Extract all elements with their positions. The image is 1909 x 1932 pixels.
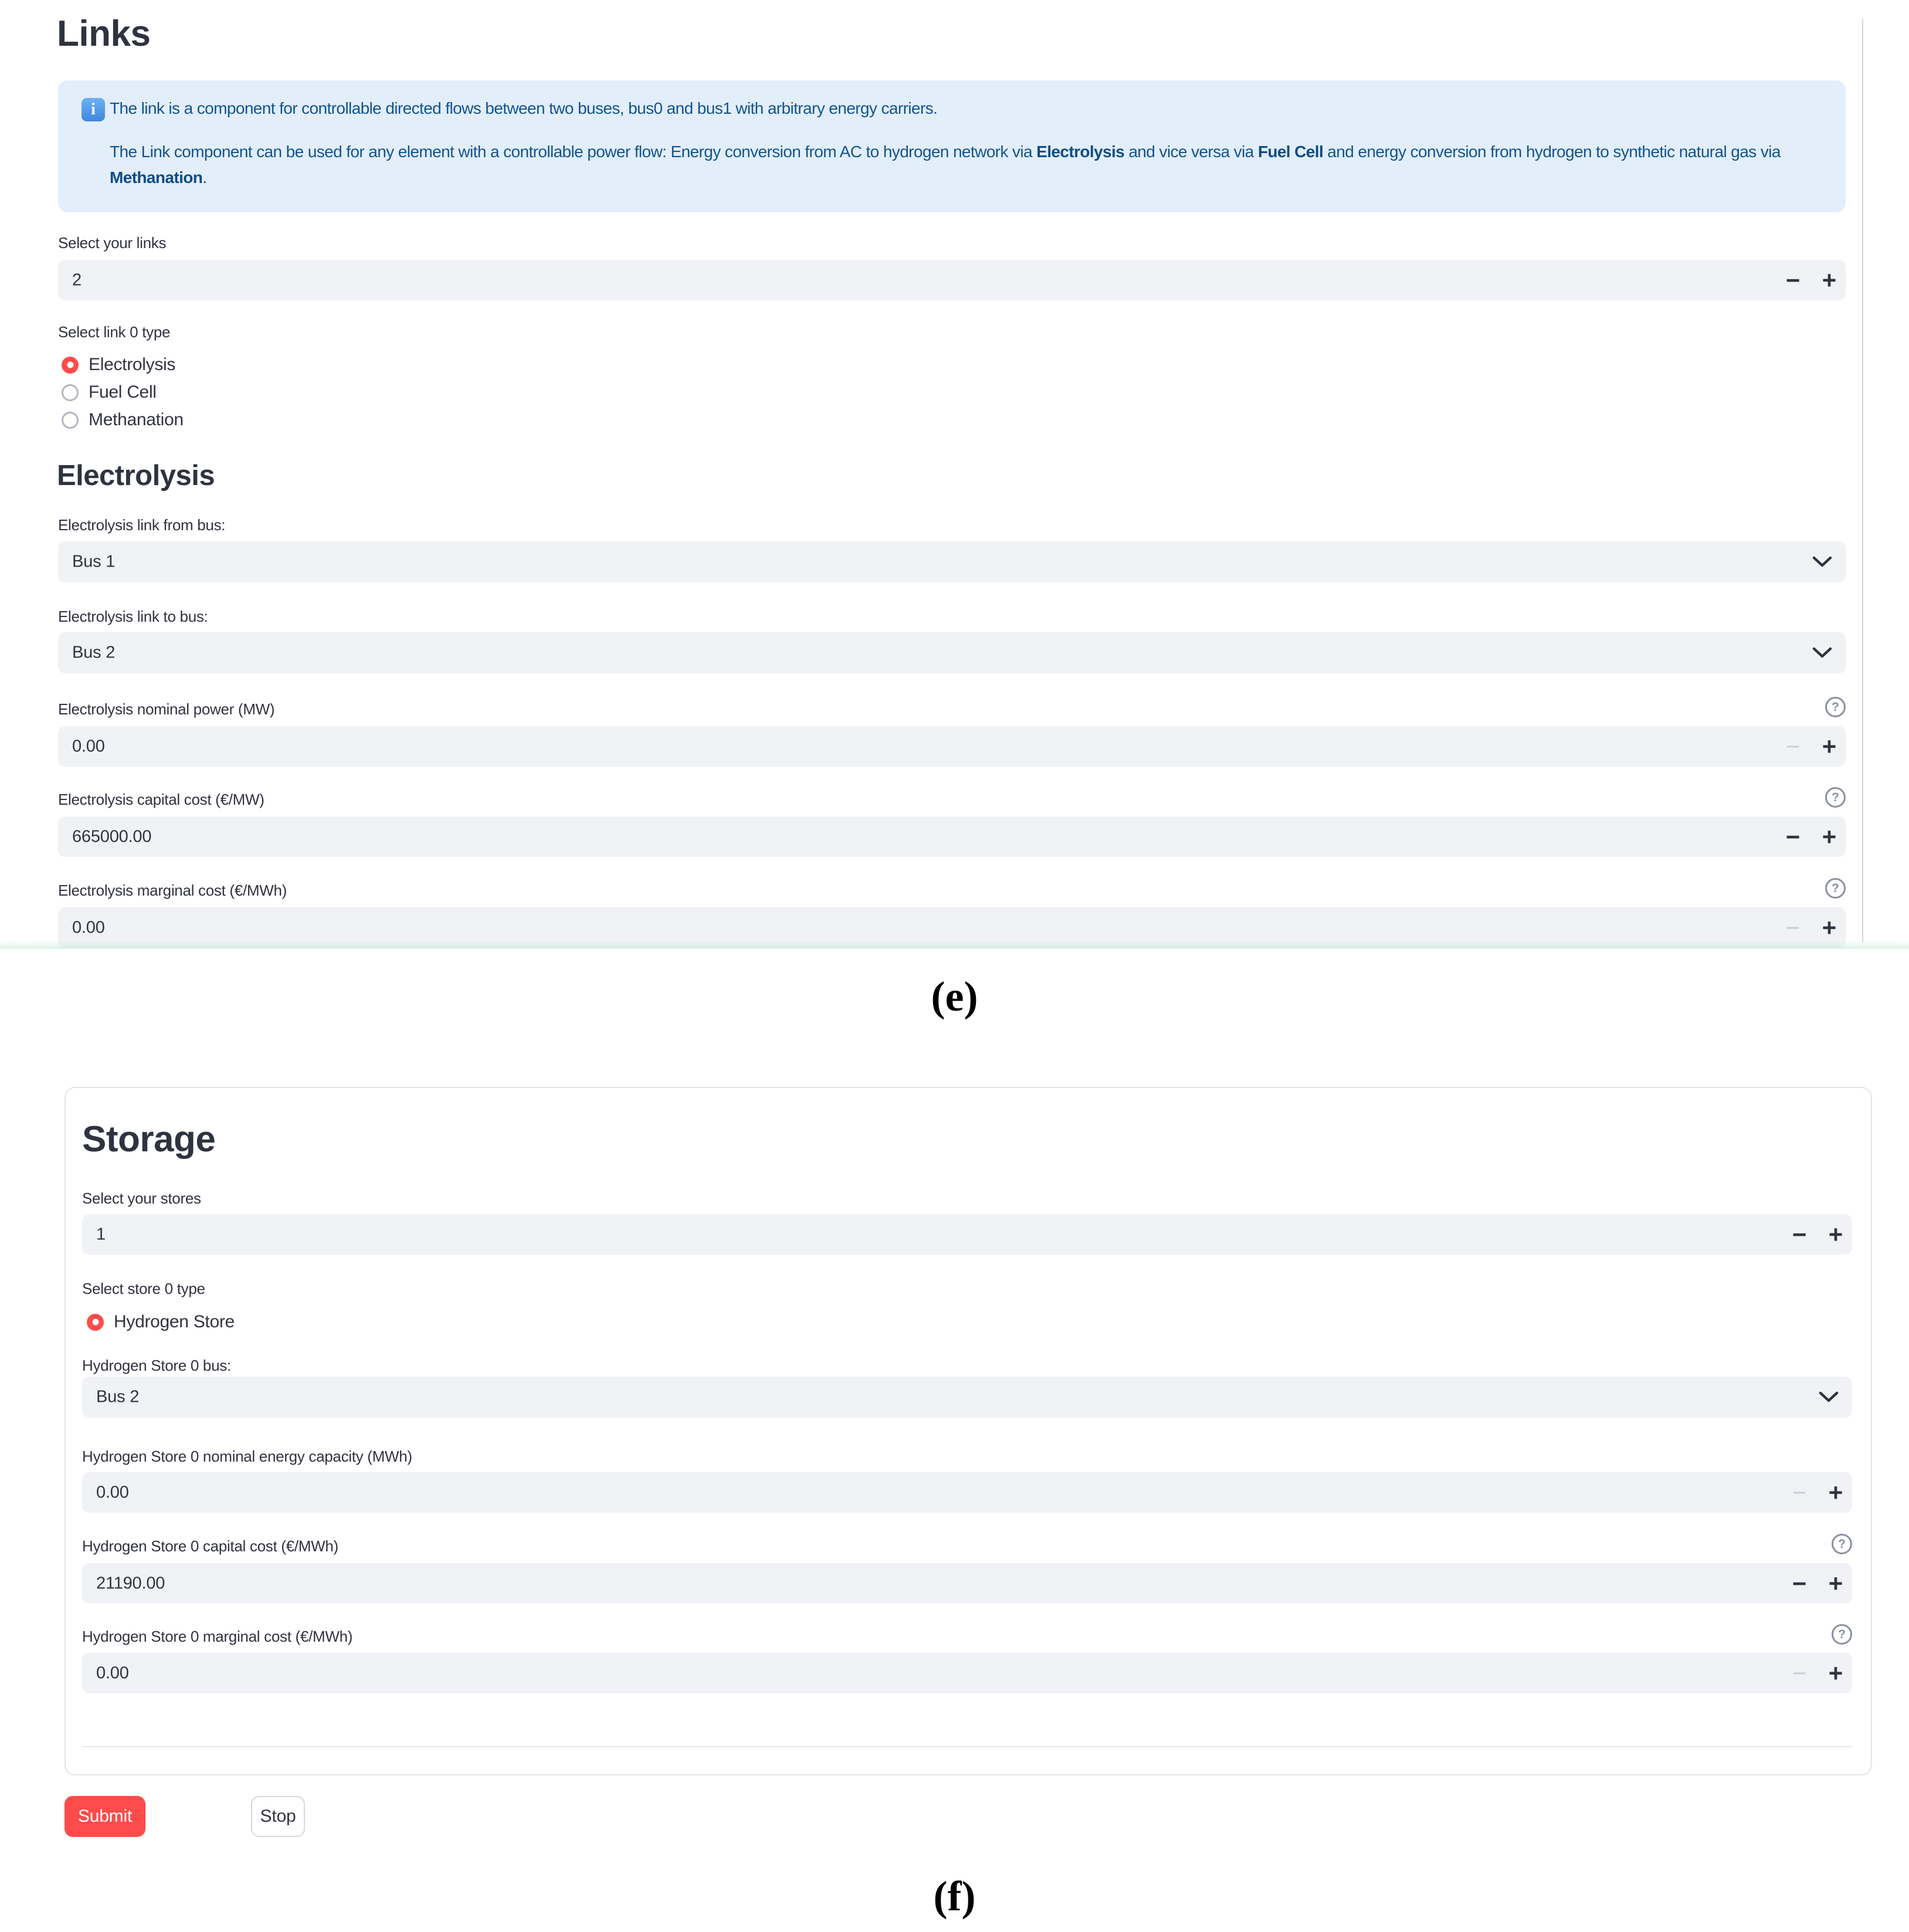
- info-box: [58, 80, 1846, 212]
- links-count-input[interactable]: [58, 260, 1846, 300]
- store-capital-cost-label: Hydrogen Store 0 capital cost (€/MWh): [82, 1537, 338, 1555]
- radio-option-label: Hydrogen Store: [114, 1312, 235, 1331]
- capital-cost-increment-button[interactable]: +: [1822, 822, 1837, 850]
- submit-button[interactable]: Submit: [65, 1796, 145, 1837]
- store-capacity-label: Hydrogen Store 0 nominal energy capacity (MWh): [82, 1448, 412, 1465]
- store-capacity-increment-button[interactable]: +: [1828, 1478, 1843, 1506]
- info-text-segment: The Link component can be used for any element with a controllable power flow: Energy conversion from AC to hydrogen network via: [110, 143, 1037, 161]
- help-glyph: ?: [1838, 1627, 1846, 1641]
- store-capital-cost-input[interactable]: [82, 1563, 1852, 1604]
- chevron-down-icon: [1812, 555, 1833, 568]
- store-bus-value: Bus 2: [96, 1387, 140, 1406]
- capital-cost-decrement-button[interactable]: −: [1785, 822, 1801, 850]
- radio-option-label: Methanation: [89, 410, 184, 429]
- help-icon[interactable]: [1832, 1624, 1852, 1645]
- links-count-increment-button[interactable]: +: [1822, 266, 1837, 294]
- electrolysis-section-title: Electrolysis: [57, 460, 215, 492]
- help-icon[interactable]: [1825, 697, 1846, 717]
- info-bold-electrolysis: Electrolysis: [1036, 143, 1125, 161]
- link-type-label: Select link 0 type: [58, 323, 171, 341]
- page-edge-line: [1862, 19, 1863, 943]
- store-capital-cost-increment-button[interactable]: +: [1828, 1569, 1843, 1597]
- info-icon: [82, 98, 105, 121]
- store-capacity-decrement-button: −: [1792, 1478, 1807, 1506]
- info-bold-methanation: Methanation: [110, 168, 203, 187]
- stores-count-value: 1: [96, 1225, 106, 1243]
- stores-count-increment-button[interactable]: +: [1828, 1220, 1843, 1248]
- card-divider: [82, 1746, 1852, 1747]
- store-marginal-cost-input[interactable]: [82, 1653, 1852, 1693]
- help-glyph: ?: [1832, 790, 1839, 804]
- screenshot-cut-edge: [0, 941, 1909, 949]
- page-title: Links: [57, 13, 151, 54]
- help-icon[interactable]: [1825, 787, 1846, 808]
- help-icon[interactable]: [1832, 1534, 1852, 1554]
- stores-count-decrement-button[interactable]: −: [1792, 1220, 1807, 1248]
- nominal-power-decrement-button: −: [1785, 732, 1801, 760]
- marginal-cost-label: Electrolysis marginal cost (€/MWh): [58, 882, 287, 899]
- caption-e: (e): [931, 973, 978, 1020]
- info-paragraph-2: [110, 139, 1828, 191]
- from-bus-label: Electrolysis link from bus:: [58, 516, 226, 534]
- radio-option-label: Fuel Cell: [89, 382, 157, 402]
- radio-unselected-icon[interactable]: [62, 412, 79, 429]
- stop-button[interactable]: Stop: [251, 1796, 305, 1837]
- radio-option-fuel-cell[interactable]: [62, 382, 157, 402]
- radio-selected-icon[interactable]: [62, 357, 79, 374]
- stores-count-label: Select your stores: [82, 1189, 201, 1207]
- from-bus-value: Bus 1: [72, 552, 116, 571]
- info-bold-fuel-cell: Fuel Cell: [1257, 143, 1324, 161]
- marginal-cost-increment-button[interactable]: +: [1822, 913, 1837, 941]
- storage-title: Storage: [82, 1119, 216, 1160]
- store-capital-cost-value: 21190.00: [96, 1574, 165, 1592]
- capital-cost-input[interactable]: [58, 816, 1846, 857]
- links-count-decrement-button[interactable]: −: [1785, 266, 1801, 294]
- to-bus-select[interactable]: [58, 632, 1846, 673]
- links-count-label: Select your links: [58, 234, 167, 252]
- chevron-down-icon: [1818, 1391, 1839, 1404]
- nominal-power-label: Electrolysis nominal power (MW): [58, 700, 275, 718]
- store-capital-cost-decrement-button[interactable]: −: [1792, 1569, 1807, 1597]
- store-marginal-cost-label: Hydrogen Store 0 marginal cost (€/MWh): [82, 1628, 353, 1645]
- links-form-screenshot: [0, 0, 1909, 949]
- chevron-down-icon: [1812, 646, 1833, 659]
- radio-option-hydrogen-store[interactable]: [87, 1312, 235, 1332]
- nominal-power-value: 0.00: [72, 737, 105, 755]
- store-marginal-cost-decrement-button: −: [1792, 1659, 1807, 1687]
- help-glyph: ?: [1832, 881, 1839, 895]
- store-capacity-input[interactable]: [82, 1472, 1852, 1513]
- marginal-cost-value: 0.00: [72, 918, 105, 937]
- help-glyph: ?: [1838, 1537, 1846, 1551]
- radio-selected-icon[interactable]: [87, 1314, 104, 1331]
- info-icon-glyph: i: [91, 100, 96, 118]
- store-capacity-value: 0.00: [96, 1483, 129, 1501]
- links-count-value: 2: [72, 270, 82, 289]
- radio-option-label: Electrolysis: [89, 355, 176, 374]
- from-bus-select[interactable]: [58, 541, 1846, 582]
- info-text-segment: and vice versa via: [1124, 143, 1258, 161]
- help-icon[interactable]: [1825, 878, 1846, 899]
- marginal-cost-decrement-button: −: [1785, 913, 1801, 941]
- store-marginal-cost-value: 0.00: [96, 1663, 129, 1682]
- info-text-segment: .: [202, 168, 207, 187]
- store-bus-select[interactable]: [82, 1377, 1852, 1418]
- capital-cost-label: Electrolysis capital cost (€/MW): [58, 791, 265, 808]
- help-glyph: ?: [1832, 700, 1839, 714]
- radio-option-electrolysis[interactable]: [62, 355, 175, 375]
- to-bus-label: Electrolysis link to bus:: [58, 608, 208, 625]
- info-paragraph-1: The link is a component for controllable directed flows between two buses, bus0 and bus1 with arbitrary energy carriers.: [110, 99, 938, 117]
- radio-unselected-icon[interactable]: [62, 384, 79, 401]
- nominal-power-input[interactable]: [58, 726, 1846, 767]
- capital-cost-value: 665000.00: [72, 827, 152, 846]
- radio-option-methanation[interactable]: [62, 410, 184, 430]
- store-type-label: Select store 0 type: [82, 1280, 205, 1297]
- storage-form-card: [65, 1087, 1872, 1775]
- caption-f: (f): [933, 1873, 976, 1920]
- stores-count-input[interactable]: [82, 1214, 1852, 1255]
- store-marginal-cost-increment-button[interactable]: +: [1828, 1659, 1843, 1687]
- info-text-segment: and energy conversion from hydrogen to synthetic natural gas via: [1323, 143, 1781, 161]
- to-bus-value: Bus 2: [72, 643, 116, 662]
- store-bus-label: Hydrogen Store 0 bus:: [82, 1357, 231, 1374]
- nominal-power-increment-button[interactable]: +: [1822, 732, 1837, 760]
